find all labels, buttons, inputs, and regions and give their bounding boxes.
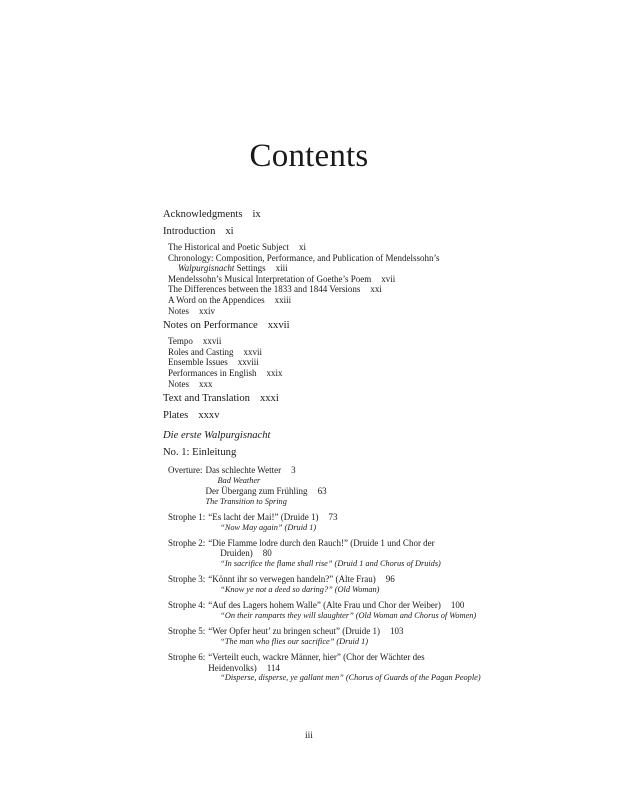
toc-subentry-label: Notes bbox=[168, 378, 189, 389]
toc-page-number: xi bbox=[298, 242, 306, 252]
strophe-entry[interactable] bbox=[163, 574, 543, 595]
toc-subentry-label: The Differences between the 1833 and 1844 Versions bbox=[168, 284, 361, 295]
strophe-entry[interactable] bbox=[163, 626, 543, 647]
toc-page-number: xi bbox=[225, 226, 234, 237]
toc-subentry-label: Chronology: Composition, Performance, and Publication of Mendelssohn’s bbox=[168, 252, 440, 263]
toc-page-number: xxxi bbox=[259, 393, 279, 405]
number-title: No. 1: Einleitung bbox=[163, 447, 237, 459]
toc-page-number: xxiii bbox=[274, 294, 292, 305]
toc-subentry-label-italic: Walpurgisnacht bbox=[178, 263, 235, 274]
toc-entry-introduction[interactable] bbox=[163, 225, 543, 239]
page-title: Contents bbox=[249, 138, 369, 174]
movement-label: Strophe 3: bbox=[168, 574, 206, 585]
toc-page-number: xxix bbox=[266, 367, 283, 378]
toc-page-number: xvii bbox=[381, 273, 396, 284]
toc-page-number: xiii bbox=[275, 263, 288, 274]
toc-page-number: xxiv bbox=[199, 305, 216, 316]
toc-page-number: xxvii bbox=[243, 346, 263, 357]
toc-subentry[interactable] bbox=[163, 379, 543, 390]
movement-title-cont: Heidenvolks) bbox=[208, 662, 257, 673]
toc-subentry[interactable] bbox=[163, 368, 543, 379]
toc-subentry-continuation bbox=[163, 263, 543, 274]
movement-label: Strophe 5: bbox=[168, 626, 206, 637]
toc-page-number: 63 bbox=[317, 486, 327, 497]
table-of-contents bbox=[163, 208, 543, 683]
movement-title: Der Übergang zum Frühling bbox=[205, 486, 308, 497]
toc-entry-label: Introduction bbox=[163, 226, 216, 237]
toc-entry-label: Notes on Performance bbox=[163, 320, 258, 332]
toc-page-number: xxx bbox=[199, 378, 213, 389]
overture-entry[interactable] bbox=[163, 465, 543, 507]
toc-entry-plates[interactable] bbox=[163, 409, 543, 423]
toc-subentry[interactable] bbox=[163, 357, 543, 368]
movement-title-cont: Druiden) bbox=[220, 548, 253, 559]
movement-translation: “The man who flies our sacrifice” (Druid 1) bbox=[220, 636, 368, 646]
movement-label: Strophe 1: bbox=[168, 511, 206, 522]
movement-title: “Wer Opfer heut’ zu bringen scheut” (Druide 1) bbox=[208, 626, 381, 637]
toc-page-number: xxi bbox=[370, 284, 382, 295]
toc-subentry[interactable] bbox=[163, 295, 543, 306]
movement-label: Strophe 4: bbox=[168, 600, 206, 611]
movement-title: “Auf des Lagers hohem Walle” (Alte Frau und Chor der Weiber) bbox=[208, 600, 441, 611]
movement-translation: The Transition to Spring bbox=[205, 496, 287, 506]
movement-label: Strophe 2: bbox=[168, 537, 206, 548]
toc-page-number: 73 bbox=[328, 511, 338, 522]
page-number: iii bbox=[305, 731, 313, 741]
toc-page-number: ix bbox=[252, 209, 261, 220]
strophe-entry[interactable] bbox=[163, 538, 543, 569]
toc-page-number: xxviii bbox=[237, 357, 259, 368]
strophe-entry[interactable] bbox=[163, 652, 543, 683]
toc-subentry-label: The Historical and Poetic Subject bbox=[168, 242, 289, 252]
toc-entry-label: Plates bbox=[163, 410, 189, 422]
toc-subentry-label: Roles and Casting bbox=[168, 346, 234, 357]
toc-entry-label: Acknowledgments bbox=[163, 209, 243, 220]
movement-translation: “Know ye not a deed so daring?” (Old Woman) bbox=[220, 584, 380, 594]
toc-subentry[interactable] bbox=[163, 242, 543, 253]
toc-page-number: 100 bbox=[450, 600, 465, 611]
toc-subentry[interactable] bbox=[163, 253, 543, 264]
strophe-entry[interactable] bbox=[163, 512, 543, 533]
toc-subentry-label: Notes bbox=[168, 305, 189, 316]
movement-title: “Es lacht der Mai!” (Druide 1) bbox=[208, 511, 319, 522]
toc-subentry-label: Mendelssohn’s Musical Interpretation of Goethe’s Poem bbox=[168, 273, 372, 284]
movement-title: “Die Flamme lodre durch den Rauch!” (Druide 1 und Chor der bbox=[208, 537, 435, 548]
toc-page-number: 80 bbox=[262, 548, 272, 559]
movement-title: “Könnt ihr so verwegen handeln?” (Alte Frau) bbox=[208, 574, 376, 585]
toc-page-number: 103 bbox=[390, 626, 404, 637]
movement-translation: “On their ramparts they will slaughter” (Old Woman and Chorus of Women) bbox=[220, 610, 477, 620]
toc-subentry-label: A Word on the Appendices bbox=[168, 294, 265, 305]
toc-subentry-label: Settings bbox=[234, 263, 266, 274]
movement-title: Das schlechte Wetter bbox=[205, 465, 282, 476]
toc-page-number: xxvii bbox=[267, 320, 290, 332]
strophe-entry[interactable] bbox=[163, 600, 543, 621]
toc-subentry-label: Ensemble Issues bbox=[168, 357, 228, 368]
toc-entry-notes-on-performance[interactable] bbox=[163, 319, 543, 333]
toc-page-number: 3 bbox=[291, 465, 296, 476]
toc-page-number: xxvii bbox=[202, 336, 222, 347]
work-title: Die erste Walpurgisnacht bbox=[163, 430, 271, 442]
toc-entry-label: Text and Translation bbox=[163, 393, 250, 405]
toc-subentry[interactable] bbox=[163, 284, 543, 295]
toc-subentry[interactable] bbox=[163, 347, 543, 358]
toc-page-number: 114 bbox=[266, 662, 280, 673]
toc-subentry[interactable] bbox=[163, 306, 543, 317]
toc-subentry-label: Performances in English bbox=[168, 367, 257, 378]
toc-subentry[interactable] bbox=[163, 336, 543, 347]
toc-page-number: xxxv bbox=[198, 410, 220, 422]
movement-translation: “In sacrifice the flame shall rise” (Druid 1 and Chorus of Druids) bbox=[220, 558, 441, 568]
movement-label: Overture: bbox=[168, 465, 203, 476]
toc-entry-text-and-translation[interactable] bbox=[163, 392, 543, 406]
movement-translation: “Disperse, disperse, ye gallant men” (Chorus of Guards of the Pagan People) bbox=[220, 673, 481, 683]
toc-subentry[interactable] bbox=[163, 274, 543, 285]
movement-label: Strophe 6: bbox=[168, 651, 206, 662]
toc-subentry-label: Tempo bbox=[168, 336, 193, 347]
movement-translation: Bad Weather bbox=[217, 475, 261, 485]
toc-entry-acknowledgments[interactable] bbox=[163, 208, 543, 222]
toc-page-number: 96 bbox=[385, 574, 395, 585]
movement-title: “Verteilt euch, wackre Männer, hier” (Chor der Wächter des bbox=[208, 651, 425, 662]
movement-translation: “Now May again” (Druid 1) bbox=[220, 522, 317, 532]
